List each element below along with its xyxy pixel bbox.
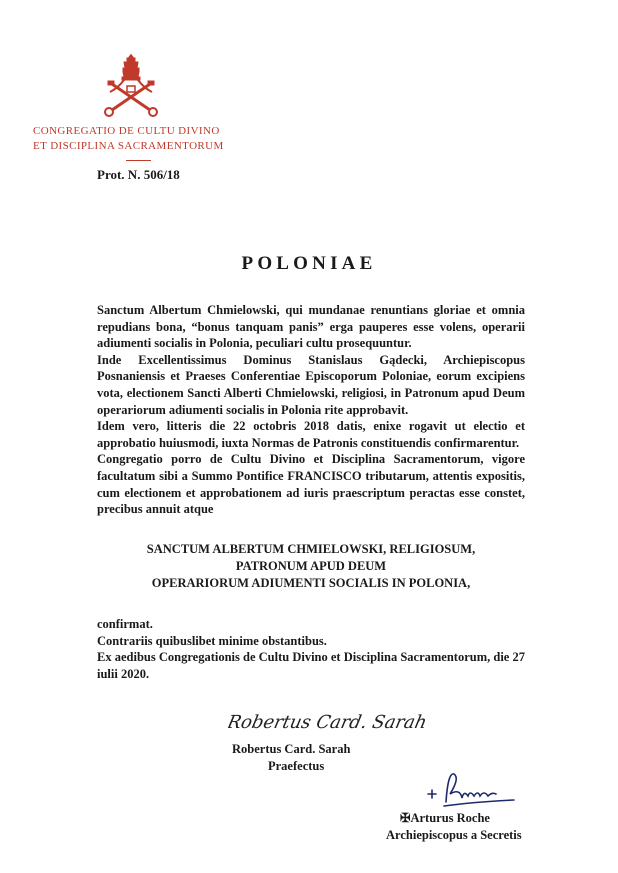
protocol-number: Prot. N. 506/18 — [97, 167, 180, 182]
congregation-name — [33, 124, 263, 154]
document-title: POLONIAE — [241, 253, 377, 274]
paragraph-3-text: Idem vero, litteris die 22 octobris 2018 datis, enixe rogavit ut electio et approbatio huiusmodi, iuxta Normas de Patronis constituendis confirmarentur. — [97, 419, 525, 450]
proclamation-line-1: SANCTUM ALBERTUM CHMIELOWSKI, RELIGIOSUM, — [146, 542, 476, 556]
prefect-signature — [228, 702, 438, 738]
paragraph-3 — [97, 418, 525, 451]
congregation-line-1: CONGREGATIO DE CULTU DIVINO — [33, 125, 220, 137]
secretary-block — [386, 810, 592, 844]
contrariis-text: Contrariis quibuslibet minime obstantibus. — [97, 633, 327, 648]
closing-section — [97, 616, 525, 682]
proclamation-line-2: PATRONUM APUD DEUM — [235, 559, 387, 573]
paragraph-4-text: Congregatio porro de Cultu Divino et Disciplina Sacramentorum, vigore facultatum sibi a Summo Pontifice FRANCISCO tributarum, attentis expositis, cum electionem et approbationem ad iuris praescriptum peractas esse constet, precibus annuit atque — [97, 452, 525, 517]
prefect-block — [232, 741, 382, 775]
proclamation — [97, 541, 525, 592]
confirmat-text: confirmat. — [97, 617, 153, 631]
prefect-signature-text: Robertus Card. Sarah — [228, 712, 429, 733]
secretary-signature — [424, 766, 520, 810]
papal-crest-icon — [96, 50, 166, 120]
congregation-line-2: ET DISCIPLINA SACRAMENTORUM — [33, 140, 224, 152]
paragraph-2-text: Inde Excellentissimus Dominus Stanislaus Gądecki, Archiepiscopus Posnaniensis et Praeses Conferentiae Episcoporum Poloniae, eorum excipiens vota, electionem Sancti Alberti Chmielowski, religiosi, in Patronum apud Deum operariorum adiumenti socialis in Polonia rite approbavit. — [97, 352, 525, 417]
red-divider — [126, 160, 151, 161]
prefect-title: Praefectus — [268, 759, 325, 773]
paragraph-2 — [97, 352, 525, 418]
paragraph-1 — [97, 302, 525, 352]
closing-text: Ex aedibus Congregationis de Cultu Divino et Disciplina Sacramentorum, die 27 iulii 2020. — [97, 650, 525, 681]
secretary-name: ✠Arturus Roche — [400, 811, 490, 825]
prefect-name: Robertus Card. Sarah — [232, 742, 351, 756]
paragraph-4 — [97, 451, 525, 517]
secretary-title: Archiepiscopus a Secretis — [386, 828, 522, 842]
proclamation-line-3: OPERARIORUM ADIUMENTI SOCIALIS IN POLONIA, — [151, 576, 471, 590]
paragraph-1-text: Sanctum Albertum Chmielowski, qui mundanae renuntians gloriae et omnia repudians bona, “bonus tanquam panis” erga pauperes esse volens, operarii adiumenti socialis in Polonia, peculiari cultu prosequuntur. — [97, 303, 525, 351]
document-body — [97, 302, 525, 518]
